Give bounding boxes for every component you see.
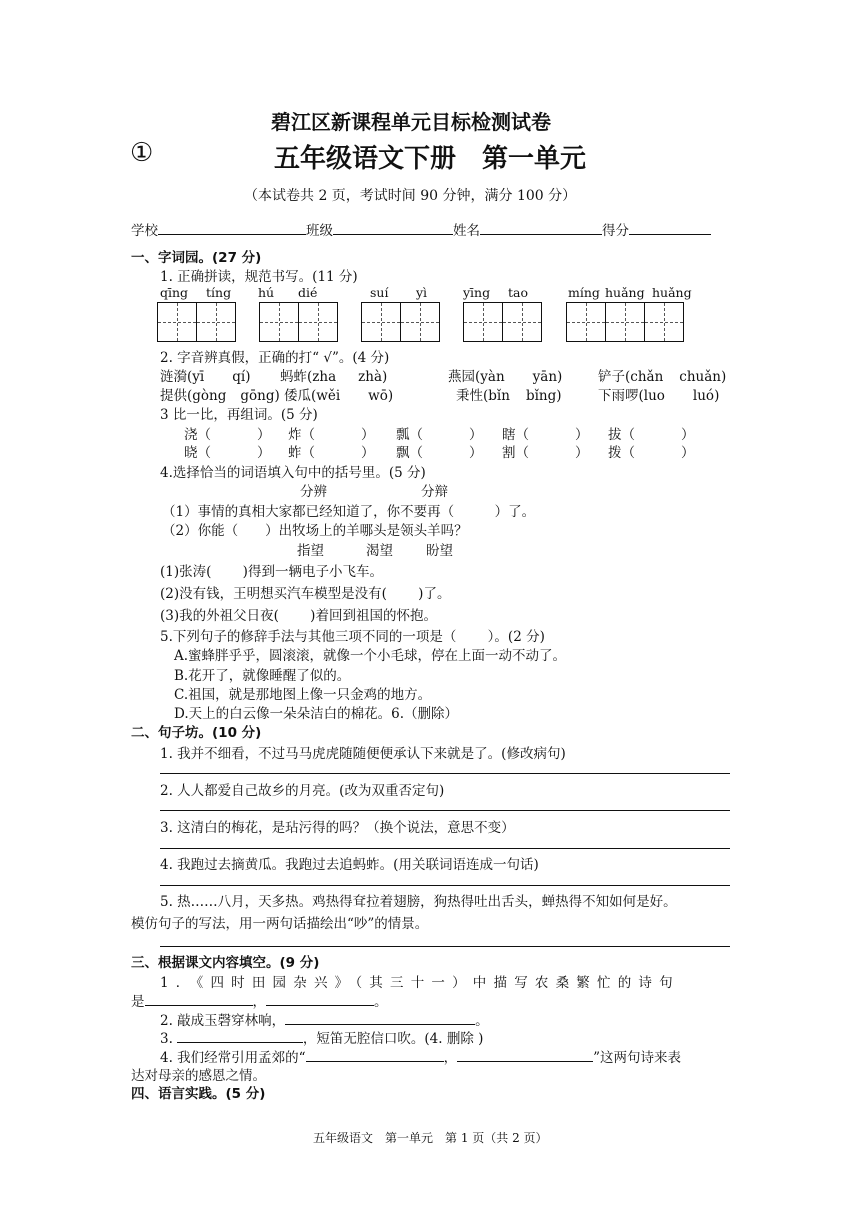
q3-4-line-2: 达对母亲的感恩之情。 — [131, 1068, 266, 1084]
pron-item-4[interactable]: 铲子(chǎn chuǎn) — [598, 369, 727, 385]
pron-item-3[interactable]: 燕园(yàn yān) — [448, 369, 563, 385]
answer-line-2-4[interactable] — [160, 885, 730, 886]
pinyin-11: huǎng — [652, 285, 692, 300]
page-footer: 五年级语文 第一单元 第 1 页（共 2 页） — [313, 1131, 548, 1145]
q1-1-label: 1. 正确拼读，规范书写。(11 分) — [160, 269, 358, 285]
school-blank[interactable] — [158, 220, 306, 235]
pinyin-7: yīng — [463, 285, 491, 300]
compare-4[interactable]: 瞎（ ） — [502, 427, 589, 443]
q3-3[interactable]: 3. ，短笛无腔信口吹。(4. 删除 ) — [160, 1027, 483, 1047]
student-info-row — [131, 219, 711, 239]
paper-subtitle: 五年级语文下册 第一单元 — [274, 144, 587, 174]
pron-item-2[interactable]: 蚂蚱(zha zhà) — [280, 369, 388, 385]
answer-line-2-1[interactable] — [160, 773, 730, 774]
q2-5-line-2: 模仿句子的写法，用一两句话描绘出“吵”的情景。 — [131, 916, 429, 932]
word-choice-4: 渴望 — [366, 543, 393, 559]
answer-line-2-5[interactable] — [160, 946, 730, 947]
writing-grid-1[interactable] — [157, 302, 236, 342]
q1-4-sentence-1[interactable]: （1）事情的真相大家都已经知道了，你不要再（ ）了。 — [162, 504, 536, 520]
q1-5-option-d: D.天上的白云像一朵朵洁白的棉花。6.（删除） — [174, 706, 459, 722]
exam-info: （本试卷共 2 页，考试时间 90 分钟，满分 100 分） — [244, 188, 577, 204]
school-label: 学校 — [131, 223, 158, 239]
pron-item-6[interactable]: 倭瓜(wěi wō) — [284, 388, 394, 404]
name-label: 姓名 — [453, 223, 480, 239]
q1-3-label: 3 比一比，再组词。(5 分) — [160, 407, 318, 423]
pinyin-2: tíng — [206, 285, 232, 300]
q2-5-line-1: 5. 热……八月，天多热。鸡热得耷拉着翅膀，狗热得吐出舌头，蝉热得不知如何是好。 — [160, 894, 677, 910]
q1-4-sentence-2[interactable]: （2）你能（ ）出牧场上的羊哪头是领头羊吗？ — [162, 523, 468, 539]
pinyin-10: huǎng — [605, 285, 645, 300]
q2-1: 1. 我并不细看，不过马马虎虎随随便便承认下来就是了。(修改病句) — [160, 746, 566, 762]
q1-4-sentence-5[interactable]: (3)我的外祖父日夜( )着回到祖国的怀抱。 — [160, 608, 437, 624]
q1-5-option-a: A.蜜蜂胖乎乎，圆滚滚，就像一个小毛球，停在上面一动不动了。 — [174, 648, 567, 664]
compare-3[interactable]: 瓢（ ） — [396, 427, 483, 443]
writing-grid-3[interactable] — [361, 302, 440, 342]
compare-8[interactable]: 飘（ ） — [396, 445, 483, 461]
name-blank[interactable] — [480, 220, 602, 235]
pron-item-1[interactable]: 涟漪(yī qí) — [160, 369, 251, 385]
section-4-title: 四、语言实践。(5 分) — [131, 1086, 266, 1102]
pinyin-3: hú — [258, 285, 275, 300]
q1-4-sentence-3[interactable]: (1)张涛( )得到一辆电子小飞车。 — [160, 564, 383, 580]
class-blank[interactable] — [333, 220, 453, 235]
pinyin-9: míng — [568, 285, 600, 300]
word-choice-5: 盼望 — [426, 543, 453, 559]
score-label: 得分 — [602, 223, 629, 239]
pinyin-5: suí — [370, 285, 389, 300]
pinyin-1: qīng — [160, 285, 189, 300]
compare-6[interactable]: 晓（ ） — [184, 445, 271, 461]
q3-1-line-1: 1．《四时田园杂兴》（其三十一）中描写农桑繁忙的诗句 — [160, 975, 680, 991]
q1-5-label[interactable]: 5.下列句子的修辞手法与其他三项不同的一项是（ ）。(2 分) — [160, 629, 545, 645]
q1-4-sentence-4[interactable]: (2)没有钱，王明想买汽车模型是没有( )了。 — [160, 586, 451, 602]
section-2-title: 二、句子坊。(10 分) — [131, 725, 262, 741]
section-3-title: 三、根据课文内容填空。(9 分) — [131, 955, 320, 971]
q1-5-option-b: B.花开了，就像睡醒了似的。 — [174, 668, 351, 684]
q3-2[interactable]: 2. 敲成玉磬穿林响， 。 — [160, 1009, 489, 1029]
writing-grid-2[interactable] — [259, 302, 338, 342]
class-label: 班级 — [306, 223, 333, 239]
exam-title: 碧江区新课程单元目标检测试卷 — [271, 110, 551, 134]
paper-number: ① — [130, 138, 154, 168]
q1-2-label: 2. 字音辨真假，正确的打“ √”。(4 分) — [160, 350, 390, 366]
q2-2: 2. 人人都爱自己故乡的月亮。(改为双重否定句) — [160, 783, 445, 799]
pinyin-6: yì — [416, 285, 428, 300]
compare-1[interactable]: 浇（ ） — [184, 427, 271, 443]
section-1-title: 一、字词园。(27 分) — [131, 250, 262, 266]
score-blank[interactable] — [629, 220, 711, 235]
word-choice-2: 分辩 — [421, 484, 448, 500]
compare-2[interactable]: 炸（ ） — [288, 427, 375, 443]
compare-5[interactable]: 拔（ ） — [608, 427, 695, 443]
pron-item-5[interactable]: 提供(gòng gōng) — [160, 388, 280, 404]
pinyin-4: dié — [298, 285, 318, 300]
q1-4-label: 4.选择恰当的词语填入句中的括号里。(5 分) — [160, 465, 426, 481]
pinyin-8: tao — [508, 285, 529, 300]
q3-4-line-1[interactable]: 4. 我们经常引用孟郊的“ ， ”这两句诗来表 — [160, 1046, 681, 1066]
compare-7[interactable]: 蚱（ ） — [288, 445, 375, 461]
q1-5-option-c: C.祖国，就是那地图上像一只金鸡的地方。 — [174, 687, 432, 703]
pron-item-7[interactable]: 秉性(bǐn bǐng) — [456, 388, 562, 404]
q3-1-line-2[interactable]: 是 ， 。 — [131, 990, 388, 1010]
writing-grid-4[interactable] — [463, 302, 542, 342]
pron-item-8[interactable]: 下雨啰(luo luó) — [598, 388, 720, 404]
answer-line-2-3[interactable] — [160, 848, 730, 849]
word-choice-1: 分辨 — [300, 484, 327, 500]
writing-grid-5[interactable] — [566, 302, 684, 342]
word-choice-3: 指望 — [297, 543, 324, 559]
q2-4: 4. 我跑过去摘黄瓜。我跑过去追蚂蚱。(用关联词语连成一句话) — [160, 857, 539, 873]
q2-3: 3. 这清白的梅花，是玷污得的吗？（换个说法，意思不变） — [160, 820, 515, 836]
compare-9[interactable]: 割（ ） — [502, 445, 589, 461]
compare-10[interactable]: 拨（ ） — [608, 445, 695, 461]
answer-line-2-2[interactable] — [160, 810, 730, 811]
